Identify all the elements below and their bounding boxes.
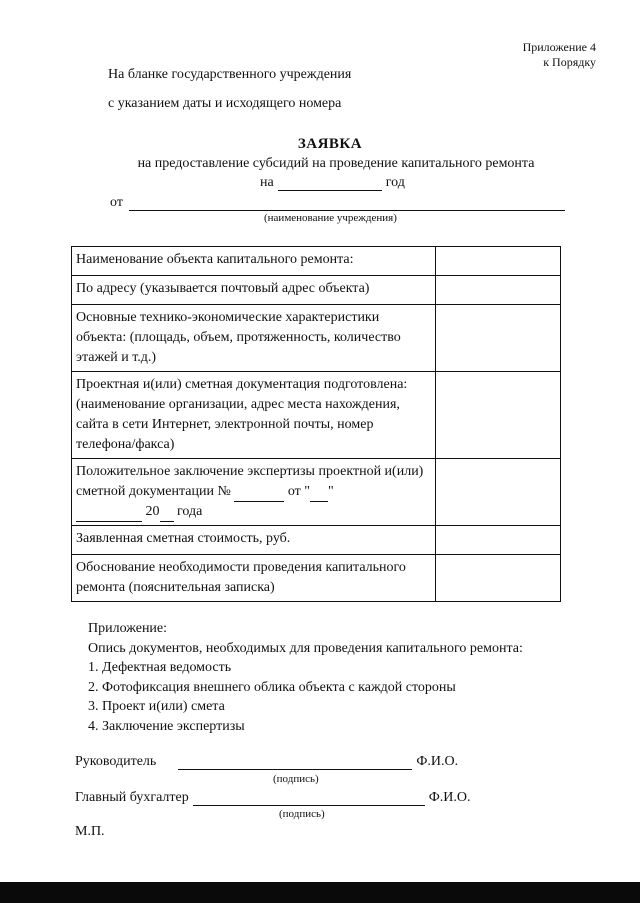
annex-reference	[523, 40, 596, 70]
table-row	[72, 247, 561, 276]
table-row	[72, 555, 561, 602]
stamp-place: М.П.	[75, 824, 105, 839]
expertise-text-2: от "	[287, 484, 310, 499]
from-line	[110, 195, 565, 211]
expertise-number-blank	[234, 487, 284, 502]
page-subtitle: на предоставление субсидий на проведение капитального ремонта	[137, 156, 535, 171]
attachment-section	[88, 619, 523, 736]
row-label-characteristics: Основные технико-экономические характеристики объекта: (площадь, объем, протяженность, количество этажей и т.д.)	[72, 305, 436, 372]
row-label-cost: Заявленная сметная стоимость, руб.	[72, 526, 436, 555]
letterhead-note-line2: с указанием даты и исходящего номера	[108, 96, 342, 111]
accountant-signature-caption: (подпись)	[279, 808, 325, 820]
row-value-expertise	[436, 459, 561, 526]
expertise-year-blank	[160, 507, 174, 522]
attachment-intro: Опись документов, необходимых для проведения капитального ремонта:	[88, 640, 523, 656]
expertise-year-prefix: 20	[145, 504, 160, 519]
page-title: ЗАЯВКА	[297, 136, 363, 152]
expertise-text-1: Положительное заключение экспертизы проектной и(или) сметной документации №	[76, 464, 424, 499]
year-suffix: год	[385, 175, 405, 190]
expertise-day-blank	[310, 487, 328, 502]
year-line	[260, 175, 405, 191]
row-value-cost	[436, 526, 561, 555]
list-item: 4. Заключение экспертизы	[88, 718, 245, 734]
row-label-address: По адресу (указывается почтовый адрес объекта)	[72, 276, 436, 305]
scan-bottom-edge	[0, 882, 640, 903]
accountant-label: Главный бухгалтер	[75, 790, 189, 805]
year-blank	[278, 176, 382, 191]
head-label: Руководитель	[75, 754, 157, 769]
accountant-fio: Ф.И.О.	[428, 790, 471, 805]
head-signature-caption: (подпись)	[273, 773, 319, 785]
head-fio: Ф.И.О.	[416, 754, 459, 769]
row-label-object-name: Наименование объекта капитального ремонта:	[72, 247, 436, 276]
row-value-characteristics	[436, 305, 561, 372]
head-signature-blank	[178, 755, 412, 770]
row-label-expertise	[72, 459, 436, 526]
row-value-documentation	[436, 372, 561, 459]
expertise-month-blank	[76, 507, 142, 522]
row-value-object-name	[436, 247, 561, 276]
expertise-text-5: года	[177, 504, 203, 519]
annex-number: Приложение 4	[522, 40, 596, 54]
accountant-signature-blank	[193, 791, 425, 806]
list-item: 3. Проект и(или) смета	[88, 699, 225, 714]
table-row	[72, 459, 561, 526]
expertise-text-3: "	[328, 484, 334, 499]
table-row	[72, 276, 561, 305]
row-label-justification: Обоснование необходимости проведения капитального ремонта (пояснительная записка)	[72, 555, 436, 602]
row-label-documentation: Проектная и(или) сметная документация подготовлена: (наименование организации, адрес места нахождения, сайта в сети Интернет, электронной почты, номер телефона/факса)	[72, 372, 436, 459]
attachment-heading: Приложение:	[88, 621, 168, 636]
head-signature-line	[75, 754, 458, 770]
request-table	[71, 246, 561, 602]
table-row	[72, 526, 561, 555]
accountant-signature-line	[75, 790, 471, 806]
list-item: 2. Фотофиксация внешнего облика объекта с каждой стороны	[88, 679, 456, 695]
from-prefix: от	[110, 195, 123, 210]
row-value-justification	[436, 555, 561, 602]
year-prefix: на	[260, 175, 274, 190]
letterhead-note-line1: На бланке государственного учреждения	[108, 67, 352, 82]
row-value-address	[436, 276, 561, 305]
from-blank	[129, 196, 565, 211]
annex-order: к Порядку	[543, 55, 596, 69]
table-row	[72, 305, 561, 372]
list-item: 1. Дефектная ведомость	[88, 660, 232, 675]
table-row	[72, 372, 561, 459]
institution-caption: (наименование учреждения)	[264, 212, 397, 224]
